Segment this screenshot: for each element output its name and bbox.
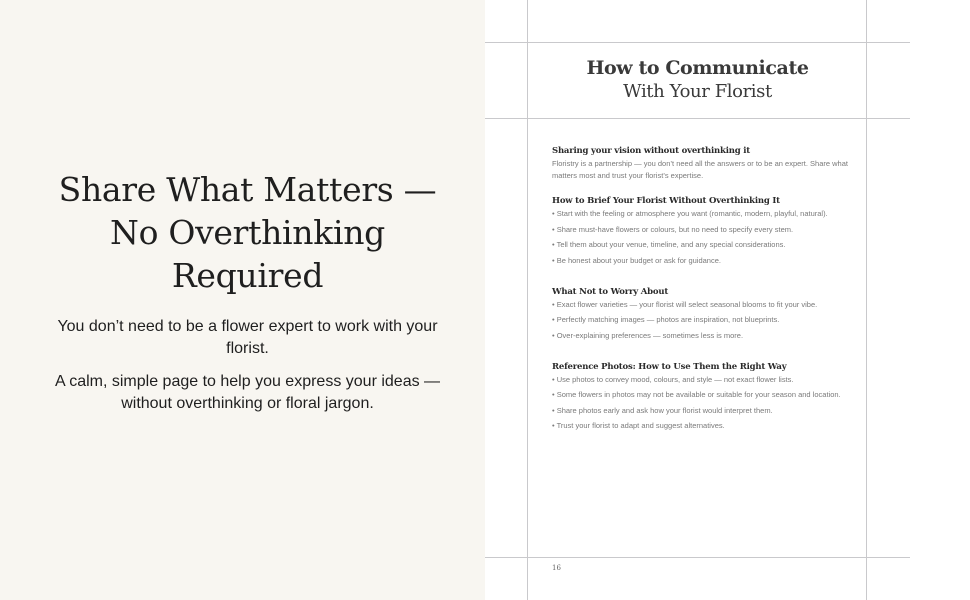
section-brief-florist bbox=[552, 195, 852, 267]
headline-line: No Overthinking bbox=[110, 213, 385, 252]
list-item: • Share photos early and ask how your florist would interpret them. bbox=[552, 405, 773, 415]
headline bbox=[30, 168, 465, 297]
guide-line bbox=[485, 557, 910, 558]
section-heading: How to Brief Your Florist Without Overthinking It bbox=[552, 196, 780, 206]
list-item: • Use photos to convey mood, colours, and style — not exact flower lists. bbox=[552, 374, 794, 384]
list-item: • Some flowers in photos may not be available or suitable for your season and location. bbox=[552, 390, 841, 399]
section-heading: Sharing your vision without overthinking it bbox=[552, 146, 750, 156]
headline-line: Required bbox=[171, 256, 324, 295]
list-item: • Over-explaining preferences — sometimes less is more. bbox=[552, 330, 744, 340]
list-item: • Be honest about your budget or ask for guidance. bbox=[552, 255, 721, 265]
section-heading: What Not to Worry About bbox=[552, 286, 669, 297]
page-content bbox=[552, 145, 852, 436]
list-item: • Trust your florist to adapt and suggest alternatives. bbox=[552, 421, 725, 430]
intro-text bbox=[40, 316, 455, 415]
intro-paragraph: A calm, simple page to help you express your ideas — without overthinking or floral jargon. bbox=[54, 373, 441, 412]
guide-line bbox=[485, 42, 910, 43]
headline-line: Share What Matters — bbox=[58, 170, 437, 209]
page-title-line2: With Your Florist bbox=[623, 81, 772, 102]
page-title bbox=[485, 56, 910, 104]
section-body: Floristry is a partnership — you don’t need all the answers or to be an expert. Share what matters most and trust your florist’s expertise. bbox=[552, 159, 848, 180]
list-item: • Share must-have flowers or colours, but no need to specify every stem. bbox=[552, 224, 794, 234]
book-page bbox=[485, 0, 970, 600]
section-reference-photos bbox=[552, 361, 852, 433]
section-heading: Reference Photos: How to Use Them the Right Way bbox=[552, 361, 787, 372]
guide-line bbox=[485, 118, 910, 119]
page-title-line1: How to Communicate bbox=[586, 57, 809, 79]
list-item: • Exact flower varieties — your florist will select seasonal blooms to fit your vibe. bbox=[552, 299, 818, 309]
section-sharing-vision bbox=[552, 145, 852, 182]
page-number: 16 bbox=[552, 564, 561, 572]
list-item: • Start with the feeling or atmosphere you want (romantic, modern, playful, natural). bbox=[552, 209, 828, 218]
intro-paragraph: You don’t need to be a flower expert to work with your florist. bbox=[57, 318, 438, 357]
section-not-to-worry bbox=[552, 286, 852, 342]
list-item: • Tell them about your venue, timeline, and any special considerations. bbox=[552, 240, 786, 249]
list-item: • Perfectly matching images — photos are inspiration, not blueprints. bbox=[552, 315, 780, 324]
